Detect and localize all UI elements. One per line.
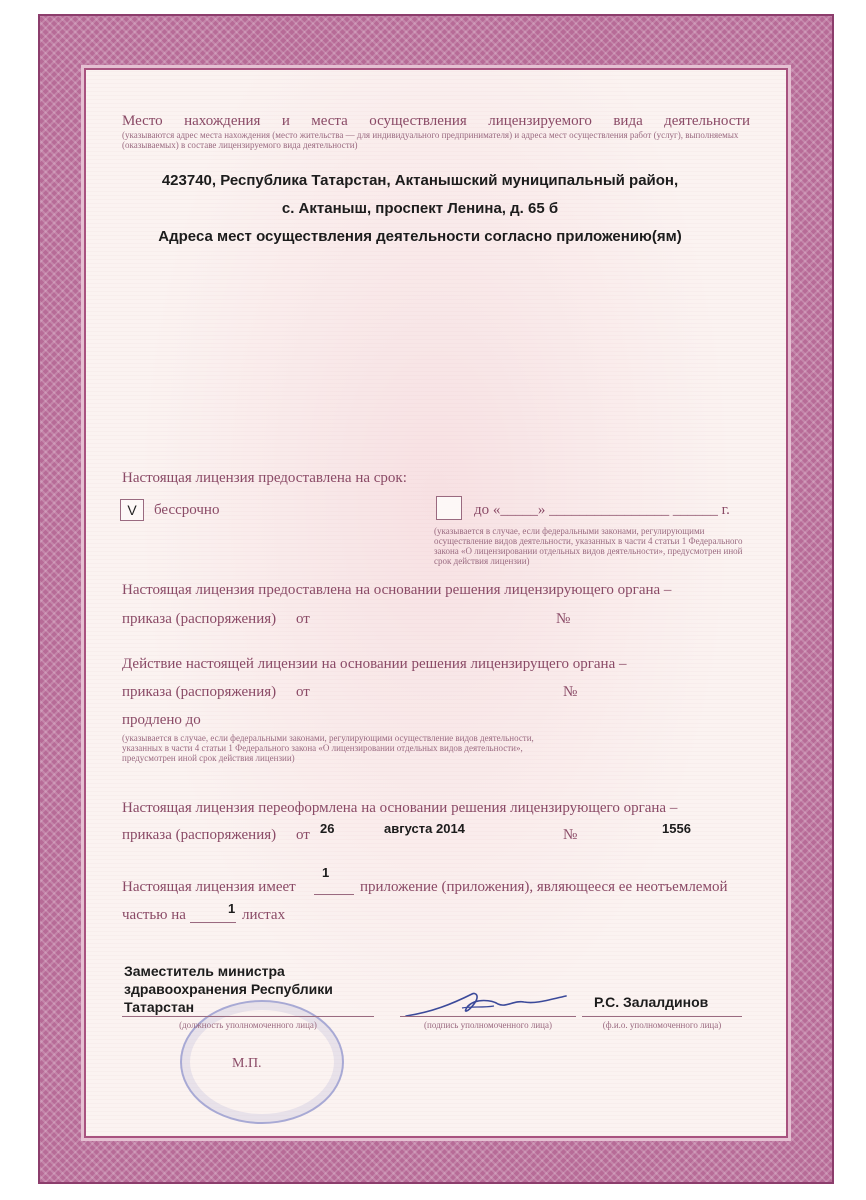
- address-line-3: Адреса мест осуществления деятельности согласно приложению(ям): [158, 228, 682, 245]
- reissue-number-label: №: [563, 827, 578, 843]
- reissue-month-year: августа 2014: [384, 821, 465, 836]
- appendix-sheets: 1: [228, 901, 236, 916]
- reissue-day: 26: [320, 821, 335, 836]
- address-line-2: с. Актаныш, проспект Ленина, д. 65 б: [281, 200, 559, 217]
- extended-until-label: продлено до: [122, 712, 201, 728]
- reissue-heading: Настоящая лицензия переоформлена на основании решения лицензирующего органа –: [122, 800, 678, 816]
- address-line-1: 423740, Республика Татарстан, Актанышский муниципальный район,: [161, 172, 679, 189]
- reissue-number: 1556: [662, 821, 691, 836]
- basis-order-label: приказа (распоряжения): [122, 611, 277, 627]
- location-note: (указываются адрес места нахождения (место жительства — для индивидуального предпринимателя) и адреса мест осуществления работ (услуг), выполняемых (оказываемых) в составе лицензируемого вида деятельности): [122, 130, 739, 150]
- term-note: (указывается в случае, если федеральными законами, регулирующими осуществление видов деятельности, указанных в части 4 статьи 1 Федерального закона «О лицензировании отдельных видов деятельности», предусмотрен иной срок действия лицензии): [434, 526, 743, 566]
- signature-note: (подпись уполномоченного лица): [424, 1020, 552, 1030]
- basis-from-label: от: [296, 611, 310, 627]
- appendix-count: 1: [322, 865, 330, 880]
- signature-line: [400, 1016, 576, 1017]
- extension-from-label: от: [296, 684, 310, 700]
- appendix-sheets-label: листах: [242, 907, 286, 923]
- name-note: (ф.и.о. уполномоченного лица): [602, 1020, 722, 1030]
- appendix-sheets-line: [190, 922, 236, 923]
- signatory-name: Р.С. Залалдинов: [594, 994, 709, 1010]
- reissue-from-label: от: [296, 827, 310, 843]
- official-seal: [180, 1000, 344, 1124]
- name-line: [582, 1016, 742, 1017]
- location-heading: Место нахождения и места осуществления лицензируемого вида деятельности: [122, 113, 750, 129]
- term-heading: Настоящая лицензия предоставлена на срок:: [122, 470, 407, 486]
- appendix-part-label: частью на: [122, 907, 186, 923]
- extension-order-label: приказа (распоряжения): [122, 684, 277, 700]
- basis-number-label: №: [556, 611, 571, 627]
- signatory-position: Заместитель министра здравоохранения Республики Татарстан: [124, 963, 333, 1015]
- extension-heading: Действие настоящей лицензии на основании решения лицензирущего органа –: [122, 656, 627, 672]
- until-date-checkbox[interactable]: [436, 496, 462, 520]
- extension-note: (указывается в случае, если федеральными законами, регулирующими осуществление видов деятельности, указанных в части 4 статьи 1 Федерального закона «О лицензировании отдельных видов деятельности», предусмотрен иной срок действия лицензии): [122, 733, 534, 763]
- position-line: [122, 1016, 374, 1017]
- appendix-text-before: Настоящая лицензия имеет: [122, 879, 296, 895]
- appendix-text-after: приложение (приложения), являющееся ее неотъемлемой: [360, 879, 728, 895]
- reissue-order-label: приказа (распоряжения): [122, 827, 277, 843]
- unlimited-checkbox[interactable]: V: [120, 499, 144, 521]
- appendix-count-line: [314, 894, 354, 895]
- seal-label: М.П.: [232, 1056, 262, 1071]
- basis-heading: Настоящая лицензия предоставлена на основании решения лицензирующего органа –: [122, 582, 672, 598]
- position-note: (должность уполномоченного лица): [179, 1020, 317, 1030]
- extension-number-label: №: [563, 684, 578, 700]
- unlimited-label: бессрочно: [154, 502, 220, 518]
- until-date-label: до «_____» ________________ ______ г.: [474, 502, 730, 518]
